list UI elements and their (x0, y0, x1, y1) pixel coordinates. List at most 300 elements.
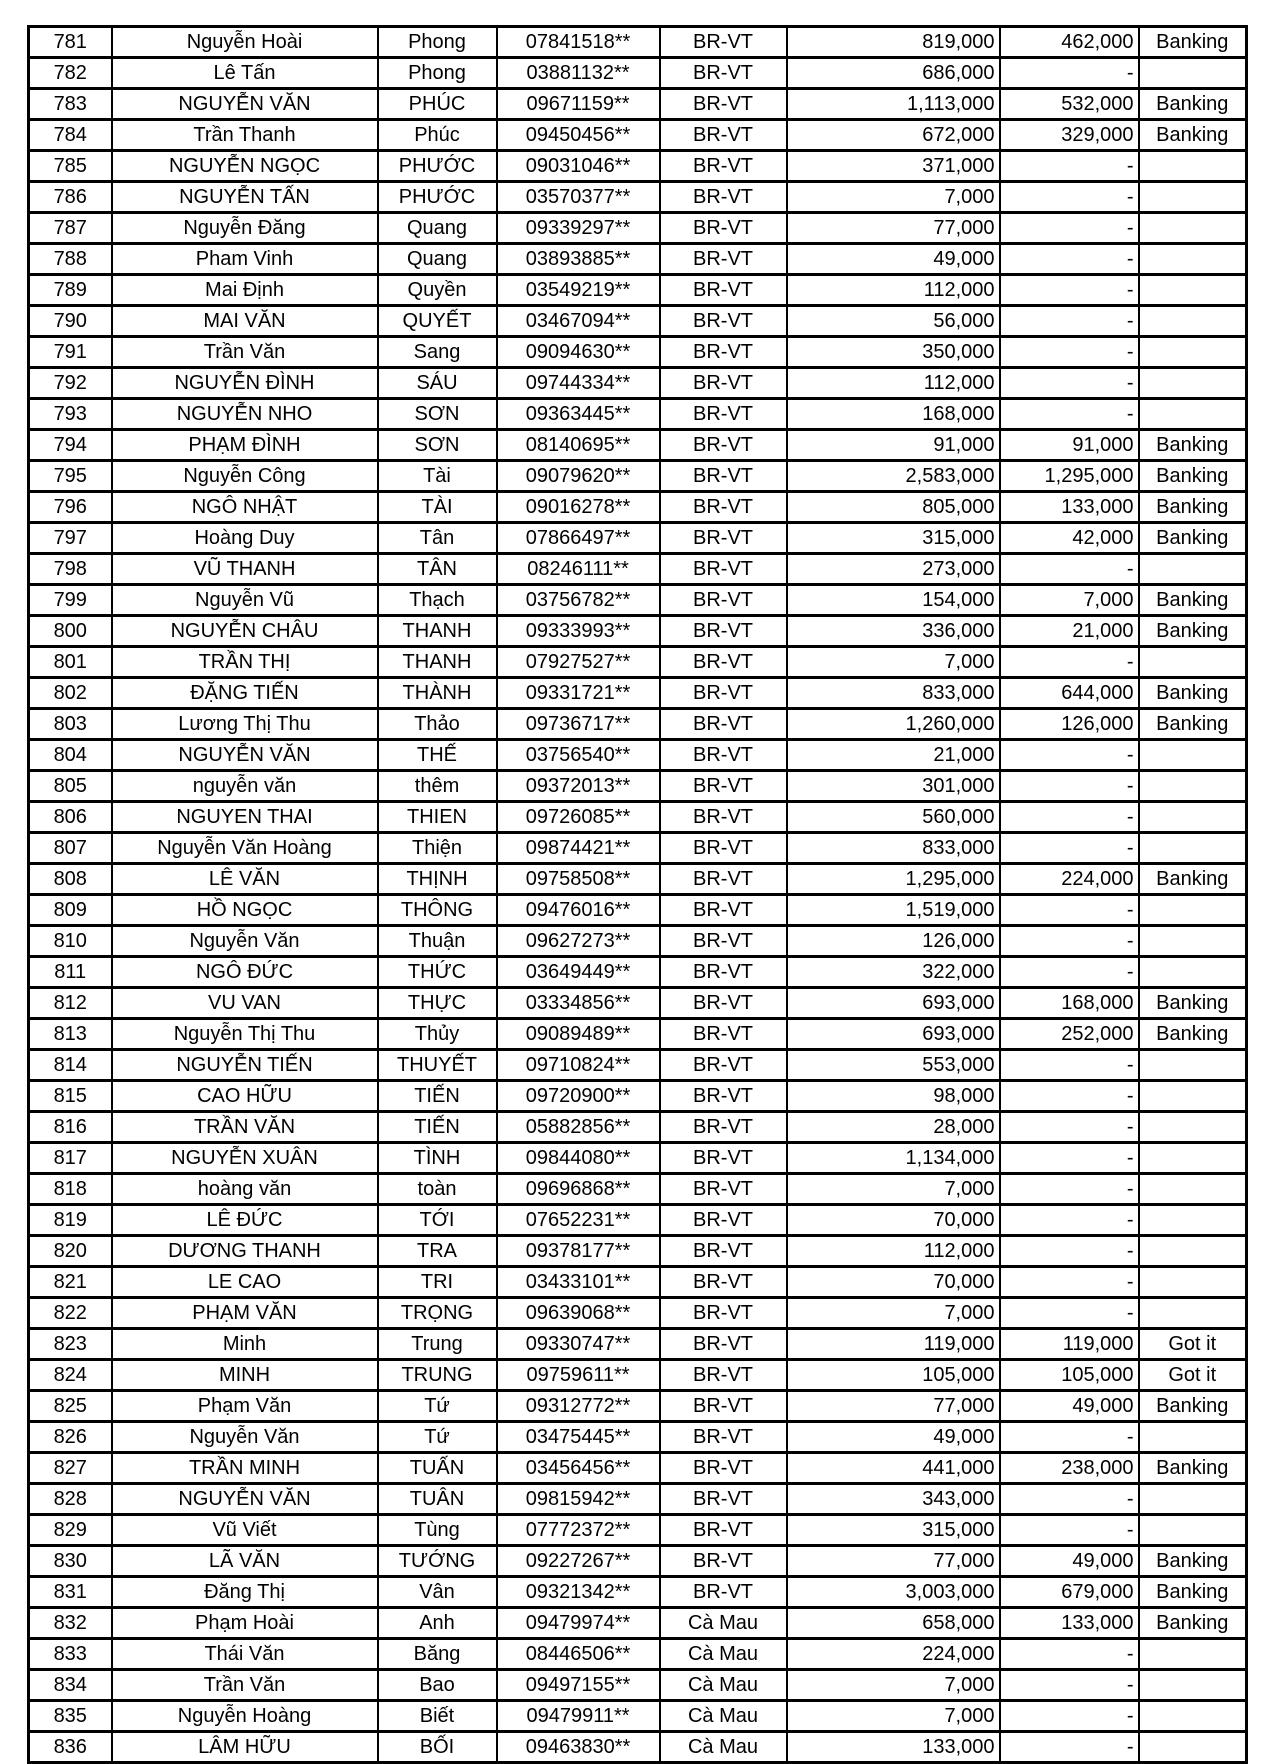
cell-first_name: Nguyễn Hoài (112, 27, 378, 58)
table-row (29, 1236, 1247, 1267)
cell-last_name: SƠN (378, 399, 497, 430)
cell-first_name: hoàng văn (112, 1174, 378, 1205)
cell-amount_2: 532,000 (1000, 89, 1139, 120)
cell-id: 835 (29, 1701, 112, 1732)
cell-last_name: Thiện (378, 833, 497, 864)
table-row (29, 1143, 1247, 1174)
cell-status (1139, 399, 1247, 430)
cell-phone: 03456456** (497, 1453, 660, 1484)
cell-phone: 07866497** (497, 523, 660, 554)
cell-status (1139, 368, 1247, 399)
table-row (29, 1484, 1247, 1515)
table-row (29, 89, 1247, 120)
cell-last_name: TUẤN (378, 1453, 497, 1484)
cell-province: BR-VT (660, 244, 787, 275)
cell-amount_1: 686,000 (787, 58, 1000, 89)
cell-amount_1: 273,000 (787, 554, 1000, 585)
cell-phone: 09450456** (497, 120, 660, 151)
cell-amount_1: 315,000 (787, 523, 1000, 554)
cell-id: 807 (29, 833, 112, 864)
cell-last_name: Quang (378, 244, 497, 275)
cell-last_name: BỐI (378, 1732, 497, 1763)
cell-id: 792 (29, 368, 112, 399)
cell-last_name: TRI (378, 1267, 497, 1298)
cell-last_name: TỚI (378, 1205, 497, 1236)
cell-last_name: TƯỚNG (378, 1546, 497, 1577)
cell-phone: 09079620** (497, 461, 660, 492)
cell-status (1139, 1267, 1247, 1298)
cell-last_name: Thảo (378, 709, 497, 740)
cell-province: BR-VT (660, 1515, 787, 1546)
cell-id: 819 (29, 1205, 112, 1236)
cell-province: BR-VT (660, 275, 787, 306)
cell-amount_1: 350,000 (787, 337, 1000, 368)
cell-amount_1: 126,000 (787, 926, 1000, 957)
cell-phone: 09736717** (497, 709, 660, 740)
cell-last_name: Tùng (378, 1515, 497, 1546)
cell-first_name: Nguyễn Văn (112, 926, 378, 957)
table-row (29, 120, 1247, 151)
table-row (29, 58, 1247, 89)
cell-amount_1: 1,260,000 (787, 709, 1000, 740)
cell-phone: 09627273** (497, 926, 660, 957)
cell-province: BR-VT (660, 399, 787, 430)
cell-status (1139, 1298, 1247, 1329)
cell-amount_2: - (1000, 275, 1139, 306)
cell-first_name: NGUYỄN TẤN (112, 182, 378, 213)
table-row (29, 1267, 1247, 1298)
cell-amount_1: 560,000 (787, 802, 1000, 833)
cell-first_name: Pham Vinh (112, 244, 378, 275)
cell-status (1139, 1515, 1247, 1546)
cell-province: BR-VT (660, 957, 787, 988)
cell-id: 800 (29, 616, 112, 647)
cell-amount_2: - (1000, 833, 1139, 864)
cell-amount_1: 7,000 (787, 1701, 1000, 1732)
cell-last_name: THANH (378, 647, 497, 678)
table-row (29, 1546, 1247, 1577)
cell-amount_2: - (1000, 957, 1139, 988)
table-row (29, 1112, 1247, 1143)
cell-id: 829 (29, 1515, 112, 1546)
table-row (29, 709, 1247, 740)
table-row (29, 1174, 1247, 1205)
cell-amount_2: 21,000 (1000, 616, 1139, 647)
cell-status (1139, 151, 1247, 182)
cell-amount_1: 441,000 (787, 1453, 1000, 1484)
cell-id: 825 (29, 1391, 112, 1422)
cell-amount_1: 693,000 (787, 1019, 1000, 1050)
cell-last_name: thêm (378, 771, 497, 802)
cell-last_name: Tài (378, 461, 497, 492)
cell-status (1139, 1205, 1247, 1236)
cell-first_name: Nguyễn Văn Hoàng (112, 833, 378, 864)
cell-id: 782 (29, 58, 112, 89)
cell-province: BR-VT (660, 523, 787, 554)
cell-id: 804 (29, 740, 112, 771)
cell-amount_2: 42,000 (1000, 523, 1139, 554)
cell-amount_2: 49,000 (1000, 1546, 1139, 1577)
cell-phone: 09720900** (497, 1081, 660, 1112)
cell-amount_1: 49,000 (787, 244, 1000, 275)
cell-status (1139, 554, 1247, 585)
cell-amount_2: 49,000 (1000, 1391, 1139, 1422)
cell-first_name: HỒ NGỌC (112, 895, 378, 926)
table-row (29, 1422, 1247, 1453)
cell-amount_2: - (1000, 1081, 1139, 1112)
cell-province: BR-VT (660, 833, 787, 864)
cell-amount_2: 133,000 (1000, 492, 1139, 523)
cell-first_name: NGUYỄN NGỌC (112, 151, 378, 182)
cell-phone: 03467094** (497, 306, 660, 337)
cell-amount_1: 70,000 (787, 1205, 1000, 1236)
cell-province: BR-VT (660, 213, 787, 244)
cell-first_name: MAI VĂN (112, 306, 378, 337)
cell-first_name: Thái Văn (112, 1639, 378, 1670)
cell-last_name: Tứ (378, 1391, 497, 1422)
cell-amount_2: - (1000, 771, 1139, 802)
cell-id: 826 (29, 1422, 112, 1453)
cell-id: 796 (29, 492, 112, 523)
cell-amount_2: - (1000, 647, 1139, 678)
cell-id: 811 (29, 957, 112, 988)
cell-status: Banking (1139, 1546, 1247, 1577)
cell-last_name: Phong (378, 27, 497, 58)
cell-province: BR-VT (660, 647, 787, 678)
cell-status (1139, 833, 1247, 864)
cell-last_name: THANH (378, 616, 497, 647)
cell-province: BR-VT (660, 771, 787, 802)
cell-id: 813 (29, 1019, 112, 1050)
cell-first_name: NGUYỄN NHO (112, 399, 378, 430)
cell-status (1139, 1484, 1247, 1515)
cell-id: 789 (29, 275, 112, 306)
cell-status: Banking (1139, 709, 1247, 740)
table-row (29, 678, 1247, 709)
cell-phone: 09333993** (497, 616, 660, 647)
cell-amount_1: 154,000 (787, 585, 1000, 616)
cell-last_name: THÀNH (378, 678, 497, 709)
cell-amount_2: - (1000, 1422, 1139, 1453)
cell-province: BR-VT (660, 1360, 787, 1391)
cell-first_name: Nguyễn Đăng (112, 213, 378, 244)
cell-province: BR-VT (660, 926, 787, 957)
cell-first_name: Mai Định (112, 275, 378, 306)
cell-status (1139, 275, 1247, 306)
cell-amount_1: 112,000 (787, 368, 1000, 399)
cell-phone: 09321342** (497, 1577, 660, 1608)
cell-status (1139, 1236, 1247, 1267)
cell-phone: 09744334** (497, 368, 660, 399)
table-row (29, 957, 1247, 988)
cell-id: 817 (29, 1143, 112, 1174)
cell-amount_2: 119,000 (1000, 1329, 1139, 1360)
cell-id: 833 (29, 1639, 112, 1670)
table-row (29, 306, 1247, 337)
cell-first_name: NGUYEN THAI (112, 802, 378, 833)
cell-province: BR-VT (660, 27, 787, 58)
cell-status (1139, 1081, 1247, 1112)
cell-status: Banking (1139, 988, 1247, 1019)
cell-phone: 03756540** (497, 740, 660, 771)
table-row (29, 771, 1247, 802)
cell-province: BR-VT (660, 802, 787, 833)
cell-amount_1: 336,000 (787, 616, 1000, 647)
cell-province: Cà Mau (660, 1701, 787, 1732)
cell-first_name: Phạm Hoài (112, 1608, 378, 1639)
table-row (29, 492, 1247, 523)
cell-last_name: THÔNG (378, 895, 497, 926)
cell-amount_1: 7,000 (787, 647, 1000, 678)
cell-phone: 09479974** (497, 1608, 660, 1639)
cell-first_name: Hoàng Duy (112, 523, 378, 554)
cell-province: BR-VT (660, 1112, 787, 1143)
cell-amount_2: - (1000, 895, 1139, 926)
cell-last_name: QUYẾT (378, 306, 497, 337)
cell-status (1139, 337, 1247, 368)
cell-province: BR-VT (660, 1484, 787, 1515)
table-row (29, 833, 1247, 864)
cell-amount_1: 322,000 (787, 957, 1000, 988)
cell-province: BR-VT (660, 492, 787, 523)
cell-id: 787 (29, 213, 112, 244)
cell-province: BR-VT (660, 1081, 787, 1112)
cell-first_name: PHẠM ĐÌNH (112, 430, 378, 461)
cell-amount_2: - (1000, 337, 1139, 368)
member-roster-table (27, 25, 1248, 1764)
cell-status: Banking (1139, 27, 1247, 58)
cell-amount_2: 126,000 (1000, 709, 1139, 740)
cell-id: 784 (29, 120, 112, 151)
cell-phone: 08246111** (497, 554, 660, 585)
cell-province: Cà Mau (660, 1670, 787, 1701)
cell-amount_2: 91,000 (1000, 430, 1139, 461)
cell-amount_2: 168,000 (1000, 988, 1139, 1019)
cell-first_name: PHẠM VĂN (112, 1298, 378, 1329)
cell-first_name: MINH (112, 1360, 378, 1391)
cell-province: BR-VT (660, 1329, 787, 1360)
cell-last_name: Tân (378, 523, 497, 554)
cell-last_name: Quang (378, 213, 497, 244)
cell-amount_2: - (1000, 1236, 1139, 1267)
table-row (29, 740, 1247, 771)
cell-phone: 09696868** (497, 1174, 660, 1205)
cell-amount_1: 2,583,000 (787, 461, 1000, 492)
cell-id: 832 (29, 1608, 112, 1639)
cell-status: Banking (1139, 678, 1247, 709)
cell-province: BR-VT (660, 1577, 787, 1608)
cell-first_name: Lê Tấn (112, 58, 378, 89)
cell-last_name: TIẾN (378, 1081, 497, 1112)
cell-amount_2: - (1000, 244, 1139, 275)
cell-first_name: LÊ ĐỨC (112, 1205, 378, 1236)
cell-status: Banking (1139, 864, 1247, 895)
cell-status: Banking (1139, 461, 1247, 492)
cell-first_name: TRẦN THỊ (112, 647, 378, 678)
cell-id: 821 (29, 1267, 112, 1298)
cell-phone: 09759611** (497, 1360, 660, 1391)
table-row (29, 1515, 1247, 1546)
table-row (29, 1329, 1247, 1360)
table-row (29, 1298, 1247, 1329)
cell-id: 801 (29, 647, 112, 678)
cell-phone: 03433101** (497, 1267, 660, 1298)
cell-province: BR-VT (660, 151, 787, 182)
cell-first_name: Vũ Viết (112, 1515, 378, 1546)
table-row (29, 988, 1247, 1019)
cell-province: BR-VT (660, 337, 787, 368)
cell-amount_2: 462,000 (1000, 27, 1139, 58)
cell-id: 803 (29, 709, 112, 740)
cell-last_name: Thủy (378, 1019, 497, 1050)
cell-first_name: Nguyễn Văn (112, 1422, 378, 1453)
cell-province: BR-VT (660, 1236, 787, 1267)
cell-id: 786 (29, 182, 112, 213)
cell-amount_1: 7,000 (787, 1670, 1000, 1701)
cell-province: BR-VT (660, 58, 787, 89)
cell-amount_2: - (1000, 1639, 1139, 1670)
table-row (29, 1670, 1247, 1701)
cell-first_name: Nguyễn Công (112, 461, 378, 492)
cell-amount_1: 1,519,000 (787, 895, 1000, 926)
cell-last_name: TÌNH (378, 1143, 497, 1174)
cell-id: 812 (29, 988, 112, 1019)
cell-status: Banking (1139, 585, 1247, 616)
cell-first_name: NGUYỄN CHÂU (112, 616, 378, 647)
cell-phone: 09227267** (497, 1546, 660, 1577)
cell-amount_2: - (1000, 1205, 1139, 1236)
cell-first_name: CAO HỮU (112, 1081, 378, 1112)
table-row (29, 895, 1247, 926)
cell-phone: 09874421** (497, 833, 660, 864)
cell-first_name: DƯƠNG THANH (112, 1236, 378, 1267)
cell-amount_1: 112,000 (787, 275, 1000, 306)
cell-amount_1: 91,000 (787, 430, 1000, 461)
cell-amount_2: 329,000 (1000, 120, 1139, 151)
table-row (29, 461, 1247, 492)
cell-amount_1: 21,000 (787, 740, 1000, 771)
cell-status: Banking (1139, 430, 1247, 461)
cell-status (1139, 244, 1247, 275)
cell-first_name: NGÔ NHẬT (112, 492, 378, 523)
cell-last_name: THỨC (378, 957, 497, 988)
cell-amount_2: - (1000, 802, 1139, 833)
cell-amount_1: 105,000 (787, 1360, 1000, 1391)
table-row (29, 430, 1247, 461)
table-row (29, 1360, 1247, 1391)
cell-first_name: Nguyễn Thị Thu (112, 1019, 378, 1050)
cell-id: 790 (29, 306, 112, 337)
cell-last_name: toàn (378, 1174, 497, 1205)
cell-amount_2: - (1000, 1484, 1139, 1515)
cell-id: 828 (29, 1484, 112, 1515)
cell-status (1139, 1143, 1247, 1174)
cell-amount_2: 224,000 (1000, 864, 1139, 895)
cell-first_name: nguyễn văn (112, 771, 378, 802)
cell-amount_1: 315,000 (787, 1515, 1000, 1546)
cell-last_name: Tứ (378, 1422, 497, 1453)
cell-amount_1: 343,000 (787, 1484, 1000, 1515)
cell-province: Cà Mau (660, 1732, 787, 1763)
cell-amount_1: 7,000 (787, 182, 1000, 213)
cell-province: BR-VT (660, 1174, 787, 1205)
cell-amount_1: 1,295,000 (787, 864, 1000, 895)
cell-status: Banking (1139, 1453, 1247, 1484)
cell-phone: 05882856** (497, 1112, 660, 1143)
cell-id: 798 (29, 554, 112, 585)
cell-amount_1: 49,000 (787, 1422, 1000, 1453)
cell-phone: 09031046** (497, 151, 660, 182)
table-row (29, 802, 1247, 833)
cell-amount_2: - (1000, 1267, 1139, 1298)
cell-status (1139, 895, 1247, 926)
cell-status: Banking (1139, 523, 1247, 554)
cell-amount_2: - (1000, 1298, 1139, 1329)
cell-status: Banking (1139, 1608, 1247, 1639)
cell-last_name: TUÂN (378, 1484, 497, 1515)
cell-amount_2: - (1000, 1174, 1139, 1205)
cell-id: 831 (29, 1577, 112, 1608)
cell-phone: 03881132** (497, 58, 660, 89)
cell-first_name: Nguyễn Vũ (112, 585, 378, 616)
cell-first_name: Trần Văn (112, 337, 378, 368)
cell-status (1139, 1639, 1247, 1670)
table-row (29, 368, 1247, 399)
cell-last_name: Quyền (378, 275, 497, 306)
cell-last_name: THỊNH (378, 864, 497, 895)
cell-first_name: Lương Thị Thu (112, 709, 378, 740)
cell-last_name: THIEN (378, 802, 497, 833)
cell-province: Cà Mau (660, 1608, 787, 1639)
cell-province: BR-VT (660, 306, 787, 337)
cell-status: Banking (1139, 1019, 1247, 1050)
cell-phone: 03549219** (497, 275, 660, 306)
cell-id: 806 (29, 802, 112, 833)
table-row (29, 1205, 1247, 1236)
table-row (29, 1081, 1247, 1112)
cell-amount_1: 672,000 (787, 120, 1000, 151)
cell-id: 808 (29, 864, 112, 895)
cell-first_name: LÃ VĂN (112, 1546, 378, 1577)
cell-amount_1: 819,000 (787, 27, 1000, 58)
cell-id: 793 (29, 399, 112, 430)
cell-amount_2: - (1000, 182, 1139, 213)
cell-id: 822 (29, 1298, 112, 1329)
cell-first_name: VŨ THANH (112, 554, 378, 585)
cell-phone: 09331721** (497, 678, 660, 709)
cell-amount_1: 28,000 (787, 1112, 1000, 1143)
cell-id: 824 (29, 1360, 112, 1391)
cell-last_name: THỰC (378, 988, 497, 1019)
table-row (29, 1050, 1247, 1081)
cell-id: 797 (29, 523, 112, 554)
cell-amount_1: 301,000 (787, 771, 1000, 802)
cell-province: BR-VT (660, 1546, 787, 1577)
cell-status (1139, 1174, 1247, 1205)
cell-amount_1: 7,000 (787, 1174, 1000, 1205)
cell-amount_1: 70,000 (787, 1267, 1000, 1298)
cell-last_name: TRA (378, 1236, 497, 1267)
cell-first_name: LÂM HỮU (112, 1732, 378, 1763)
cell-first_name: NGUYỄN VĂN (112, 740, 378, 771)
cell-status (1139, 802, 1247, 833)
cell-amount_1: 1,134,000 (787, 1143, 1000, 1174)
cell-province: BR-VT (660, 740, 787, 771)
cell-amount_1: 77,000 (787, 1391, 1000, 1422)
table-row (29, 585, 1247, 616)
cell-id: 827 (29, 1453, 112, 1484)
cell-phone: 03756782** (497, 585, 660, 616)
